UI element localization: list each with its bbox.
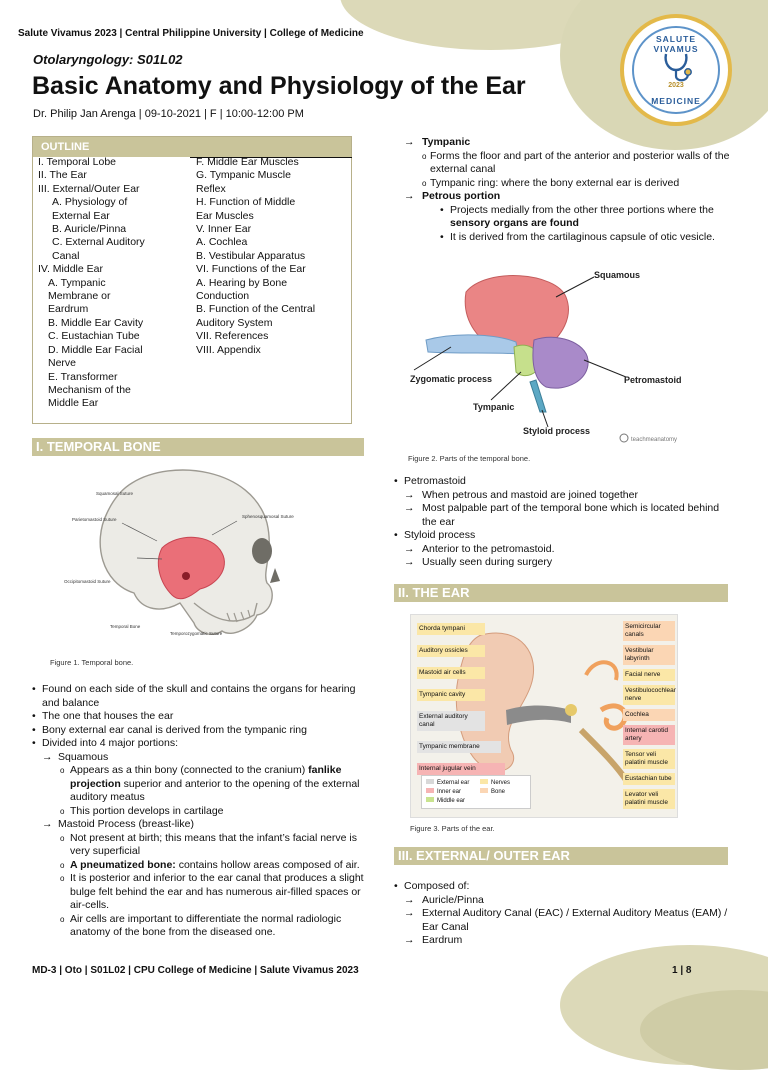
sub-sub-item: • It is derived from the cartilaginous capsule of otic vesicle. (440, 230, 715, 243)
figure-ear-anatomy (410, 614, 678, 818)
fig3-label: Vestibular labyrinth (623, 645, 675, 665)
fig1-label: Temporozygomatic Suture (170, 631, 223, 636)
fig2-label-petromastoid: Petromastoid (624, 375, 682, 385)
sub-item: → Eardrum (404, 934, 463, 946)
nasal-cavity (270, 568, 280, 583)
bullet-item: • Bony external ear canal is derived from the tympanic ring (32, 723, 307, 736)
outline-left-column (38, 156, 188, 411)
outline-item: Nerve (48, 357, 77, 370)
sub-sub-item: • Projects medially from the other three portions where the sensory organs are found (440, 203, 714, 229)
sub-item: → Mastoid Process (breast-like) (42, 818, 194, 830)
seal-top-text: SALUTE VIVAMUS (653, 34, 699, 54)
fig3-label: Tympanic membrane (417, 741, 501, 753)
callout-line (584, 360, 626, 377)
section-heading-the-ear: II. THE EAR (394, 584, 728, 602)
petromastoid-notes (394, 475, 734, 570)
page-title: Basic Anatomy and Physiology of the Ear (32, 72, 526, 100)
sub-sub-item: o Appears as a thin bony (connected to the cranium) fanlike projection superior and anterior to the opening of the external auditory meatus (60, 764, 360, 803)
fig2-brand: teachmeanatomy (631, 437, 678, 443)
salute-vivamus-seal-logo (620, 14, 732, 126)
eye-socket (252, 538, 272, 564)
legend-item: External ear (426, 779, 469, 788)
legend-item: Middle ear (426, 797, 465, 806)
seal-bottom-text: MEDICINE (651, 96, 701, 106)
outline-item: F. Middle Ear Muscles (196, 156, 299, 168)
outline-item: Reflex (196, 182, 226, 195)
figure-1-caption: Figure 1. Temporal bone. (50, 658, 134, 667)
fig3-label: Cochlea (623, 709, 675, 721)
fig3-label: Tensor veli palatini muscle (623, 749, 675, 769)
outline-item: C. Eustachian Tube (48, 330, 140, 343)
fig1-label: Parietomastoid Suture (72, 517, 117, 522)
seal-ring (632, 26, 720, 114)
fig1-label: Sphenosquamosal Suture (242, 514, 294, 519)
outline-item: Conduction (196, 290, 250, 303)
sub-sub-item: o Not present at birth; this means that the infant’s facial nerve is very superficial (60, 831, 357, 857)
outline-item: Ear Muscles (196, 209, 254, 222)
section-heading-external-ear: III. EXTERNAL/ OUTER EAR (394, 847, 728, 865)
outline-item: D. Middle Ear Facial (48, 343, 143, 356)
fig3-label: Levator veli palatini muscle (623, 789, 675, 809)
callout-line (491, 372, 521, 400)
fig2-label-styloid: Styloid process (523, 426, 591, 436)
fig3-label: External auditory canal (417, 711, 485, 731)
outline-item: C. External Auditory (52, 236, 145, 249)
fig3-left-labels (417, 623, 485, 775)
cochlea-shape (601, 706, 625, 728)
petromastoid-region (533, 337, 588, 388)
sub-item: → Most palpable part of the temporal bone which is located behind the ear (404, 502, 720, 528)
legend-item: Nerves (480, 779, 510, 788)
outline-right-column (196, 156, 350, 357)
sub-item: → Auricle/Pinna (404, 893, 484, 906)
fig3-label: Internal jugular vein (417, 763, 505, 775)
outline-item: A. Hearing by Bone (196, 276, 288, 289)
outline-item: Eardrum (48, 303, 89, 316)
sub-item: → When petrous and mastoid are joined together (404, 488, 638, 501)
ossicle-shape (565, 704, 577, 716)
bullet-item: • Composed of: (394, 880, 470, 892)
outline-item: B. Middle Ear Cavity (48, 316, 144, 329)
temporal-bone-notes (32, 683, 364, 940)
seal-year: 2023 (668, 82, 684, 89)
outline-item: A. Physiology of (52, 196, 128, 209)
ear-canal-shape (506, 705, 571, 725)
sub-sub-item: o A pneumatized bone: contains hollow areas composed of air. (60, 858, 360, 871)
legend-item: Bone (480, 788, 505, 797)
semicircular-shape (586, 662, 617, 680)
header-course: Salute Vivamus 2023 (18, 28, 117, 39)
fig1-label: Squamosal Suture (96, 491, 134, 496)
figure-skull-temporal-bone (62, 463, 302, 653)
legend-item: Inner ear (426, 788, 461, 797)
callout-line (542, 410, 548, 427)
bullet-item: • The one that houses the ear (32, 710, 174, 722)
outline-item: External Ear (52, 209, 110, 222)
sub-sub-item: o Tympanic ring: where the bony external ear is derived (422, 176, 680, 189)
fig3-label: Mastoid air cells (417, 667, 485, 679)
page-number: 1 | 8 (672, 965, 692, 976)
outline-item: H. Function of Middle (196, 196, 296, 209)
outline-item: Middle Ear (48, 397, 99, 410)
outline-item: B. Function of the Central (196, 303, 316, 316)
fig3-label: Internal carotid artery (623, 725, 675, 745)
fig2-label-tympanic: Tympanic (473, 402, 515, 412)
sub-sub-item: o It is posterior and inferior to the ear canal that produces a slight bulge felt behind the ear and has numerous air-filled spaces or air-cells. (60, 872, 364, 911)
sub-sub-item: o Air cells are important to differentiate the normal radiologic anatomy of the bone from the diseased one. (60, 912, 342, 938)
running-footer: MD-3 | Oto | S01L02 | CPU College of Medicine | Salute Vivamus 2023 (32, 965, 359, 976)
outline-item: Mechanism of the (48, 383, 131, 396)
bullet-item: • Found on each side of the skull and contains the organs for hearing and balance (32, 683, 356, 709)
outline-item: III. External/Outer Ear (38, 182, 140, 195)
figure-temporal-bone-parts (406, 262, 716, 447)
temporal-bone-portions (394, 136, 734, 244)
outline-heading: OUTLINE (33, 137, 351, 157)
sub-sub-item: o This portion develops in cartilage (60, 804, 224, 817)
fig2-label-squamous: Squamous (594, 270, 641, 280)
fig3-label: Eustachian tube (623, 773, 675, 785)
outline-item: V. Inner Ear (196, 223, 252, 236)
outline-item: B. Vestibular Apparatus (196, 249, 306, 262)
outline-item: VIII. Appendix (196, 343, 261, 356)
fig3-right-labels (623, 621, 675, 809)
outline-item: A. Cochlea (196, 236, 248, 249)
sub-item: → Usually seen during surgery (404, 556, 553, 568)
sub-item: → Petrous portion (404, 190, 501, 202)
section-heading-temporal-bone: I. TEMPORAL BONE (32, 438, 364, 456)
fig3-legend (421, 775, 531, 809)
bullet-item: • Divided into 4 major portions: (32, 737, 178, 749)
sub-sub-item: o Forms the floor and part of the anterior and posterior walls of the external canal (422, 149, 730, 175)
external-ear-notes (394, 880, 734, 948)
outline-item: II. The Ear (38, 169, 87, 182)
outline-item: G. Tympanic Muscle (196, 169, 291, 182)
fig2-label-zygomatic: Zygomatic process (410, 374, 493, 384)
callout-line (556, 277, 594, 297)
outline-item: I. Temporal Lobe (38, 156, 117, 168)
outline-item: VI. Functions of the Ear (196, 263, 306, 276)
lecture-byline: Dr. Philip Jan Arenga | 09-10-2021 | F | 10:00-12:00 PM (33, 108, 304, 120)
fig3-label: Semicircular canals (623, 621, 675, 641)
outline-item: IV. Middle Ear (38, 263, 103, 276)
bullet-item: • Petromastoid (394, 475, 466, 487)
outline-item: VII. References (196, 330, 269, 343)
outline-item: Canal (52, 249, 80, 262)
stethoscope-icon (656, 50, 696, 84)
sub-item: → Tympanic (404, 136, 471, 148)
ear-canal (182, 572, 190, 580)
fig1-label: Temporal Bone (110, 624, 141, 629)
sub-item: → Squamous (42, 750, 109, 763)
figure-3-caption: Figure 3. Parts of the ear. (410, 824, 495, 833)
outline-item: Membrane or (48, 290, 111, 303)
header-school: | Central Philippine University | College of Medicine (116, 28, 364, 39)
fig1-label: Occipitomastoid Suture (64, 579, 111, 584)
outline-item: B. Auricle/Pinna (52, 223, 127, 236)
sub-item: → Anterior to the petromastoid. (404, 542, 555, 555)
running-header (18, 28, 364, 39)
course-subtitle: Otolaryngology: S01L02 (33, 52, 183, 67)
fig3-label: Facial nerve (623, 669, 675, 681)
bullet-item: • Styloid process (394, 529, 476, 541)
fig3-label: Chorda tympani (417, 623, 485, 635)
outline-item: A. Tympanic (48, 276, 106, 289)
eustachian-shape (581, 730, 626, 780)
outline-item: Auditory System (196, 316, 273, 329)
figure-2-caption: Figure 2. Parts of the temporal bone. (408, 454, 531, 463)
fig3-label: Vestibulocochlear nerve (623, 685, 675, 705)
fig3-label: Tympanic cavity (417, 689, 485, 701)
fig3-label: Auditory ossicles (417, 645, 485, 657)
teachmeanatomy-logo-icon (620, 434, 628, 442)
sub-item: → External Auditory Canal (EAC) / External Auditory Meatus (EAM) / Ear Canal (404, 907, 728, 933)
outline-item: E. Transformer (48, 370, 118, 383)
